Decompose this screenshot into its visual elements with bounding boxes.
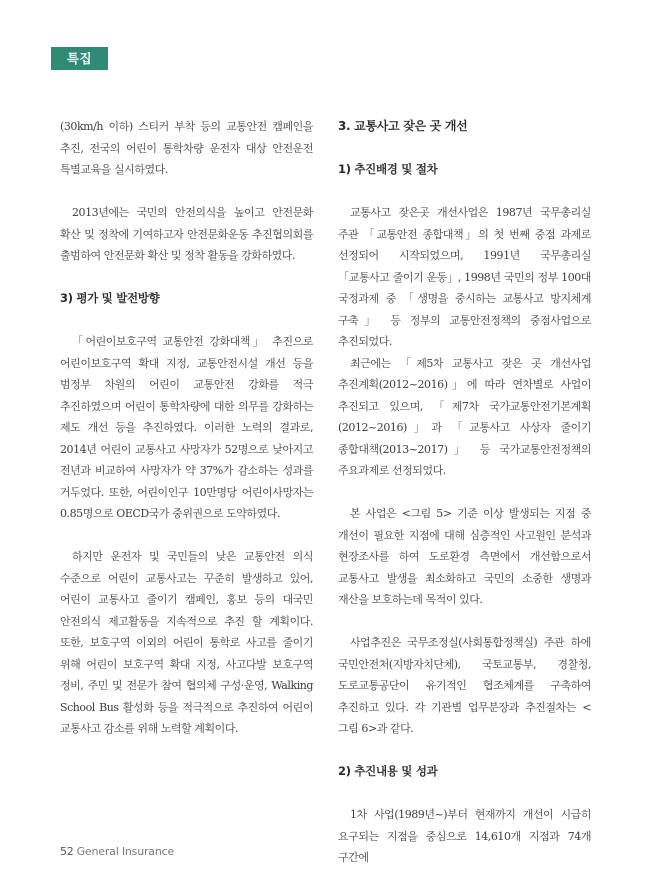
left-column — [60, 116, 313, 740]
section-tag: 특집 — [51, 47, 108, 70]
paragraph: 사업추진은 국무조정실(사회통합정책실) 주관 하에 국민안전처(지방자치단체), 국토교통부, 경찰청, 도로교통공단이 유기적인 협조체계를 구축하여 추진하고 있다. 각 기관별 업무분장과 추진절차는 <그림 6>과 같다. — [338, 636, 591, 735]
subheading-evaluation: 3) 평가 및 발전방향 — [60, 291, 160, 305]
subheading-results: 2) 추진내용 및 성과 — [338, 764, 438, 778]
paragraph: 교통사고 잦은곳 개선사업은 1987년 국무총리실 주관 「교통안전 종합대책」의 첫 번째 중점 과제로 선정되어 시작되었으며, 1991년 국무총리실 「교통사고 줄이기 운동」, 1998년 국민의 정부 100대 국정과제 중 「생명을 중시하는 교통사고 방지체계 구축」 등 정부의 교통안전정책의 중점사업으로 추진되었다. — [338, 206, 591, 348]
paragraph: 1차 사업(1989년~)부터 현재까지 개선이 시급히 요구되는 지점을 중심으로 14,610개 지점과 74개 구간에 — [338, 808, 591, 864]
paragraph: (30km/h 이하) 스티커 부착 등의 교통안전 캠페인을 추진, 전국의 어린이 통학차량 운전자 대상 안전운전 특별교육을 실시하였다. — [60, 120, 313, 176]
page-footer — [60, 845, 174, 858]
section-heading: 3. 교통사고 잦은 곳 개선 — [338, 119, 468, 133]
paragraph: 하지만 운전자 및 국민들의 낮은 교통안전 의식 수준으로 어린이 교통사고는 꾸준히 발생하고 있어, 어린이 교통사고 줄이기 캠페인, 홍보 등의 대국민 안전의식 제고활동을 지속적으로 추진 할 계획이다. 또한, 보호구역 이외의 어린이 통학로 사고를 줄이기 위해 어린이 보호구역 확대 지정, 사고다발 보호구역 정비, 주민 및 전문가 참여 협의체 구성·운영, Walking School Bus 활성화 등을 적극적으로 추진하여 어린이 교통사고 감소를 위해 노력할 계획이다. — [60, 550, 313, 735]
page-number: 52 — [60, 845, 74, 858]
paragraph: 2013년에는 국민의 안전의식을 높이고 안전문화 확산 및 정착에 기여하고자 안전문화운동 추진협의회를 출범하여 안전문화 확산 및 정착 활동을 강화하였다. — [60, 206, 313, 262]
publication-name: General Insurance — [76, 845, 175, 858]
paragraph: 본 사업은 <그림 5> 기준 이상 발생되는 지점 중 개선이 필요한 지점에 대해 심층적인 사고원인 분석과 현장조사를 하여 도로환경 측면에서 개선함으로서 교통사고 발생을 최소화하고 국민의 소중한 생명과 재산을 보호하는데 목적이 있다. — [338, 507, 591, 606]
right-column — [338, 116, 591, 869]
subheading-background: 1) 추진배경 및 절차 — [338, 162, 438, 176]
paragraph: 최근에는 「제5차 교통사고 잦은 곳 개선사업 추진계획(2012~2016)」에 따라 연차별로 사업이 추진되고 있으며, 「제7차 국가교통안전기본계획(2012~2016)」과 「교통사고 사상자 줄이기 종합대책(2013~2017)」 등 국가교통안전정책의 주요과제로 선정되었다. — [338, 356, 591, 477]
paragraph: 「어린이보호구역 교통안전 강화대책」 추진으로 어린이보호구역 확대 지정, 교통안전시설 개선 등을 범정부 차원의 어린이 교통안전 강화를 적극 추진하였으며 어린이 통학차량에 대한 의무를 강화하는 제도 개선 등을 추진하였다. 이러한 노력의 결과로, 2014년 어린이 교통사고 사망자가 52명으로 낮아지고 전년과 비교하여 사망자가 약 37%가 감소하는 성과를 거두었다. 또한, 어린이인구 10만명당 어린이사망자는 0.85명으로 OECD국가 중위권으로 도약하였다. — [60, 335, 313, 520]
